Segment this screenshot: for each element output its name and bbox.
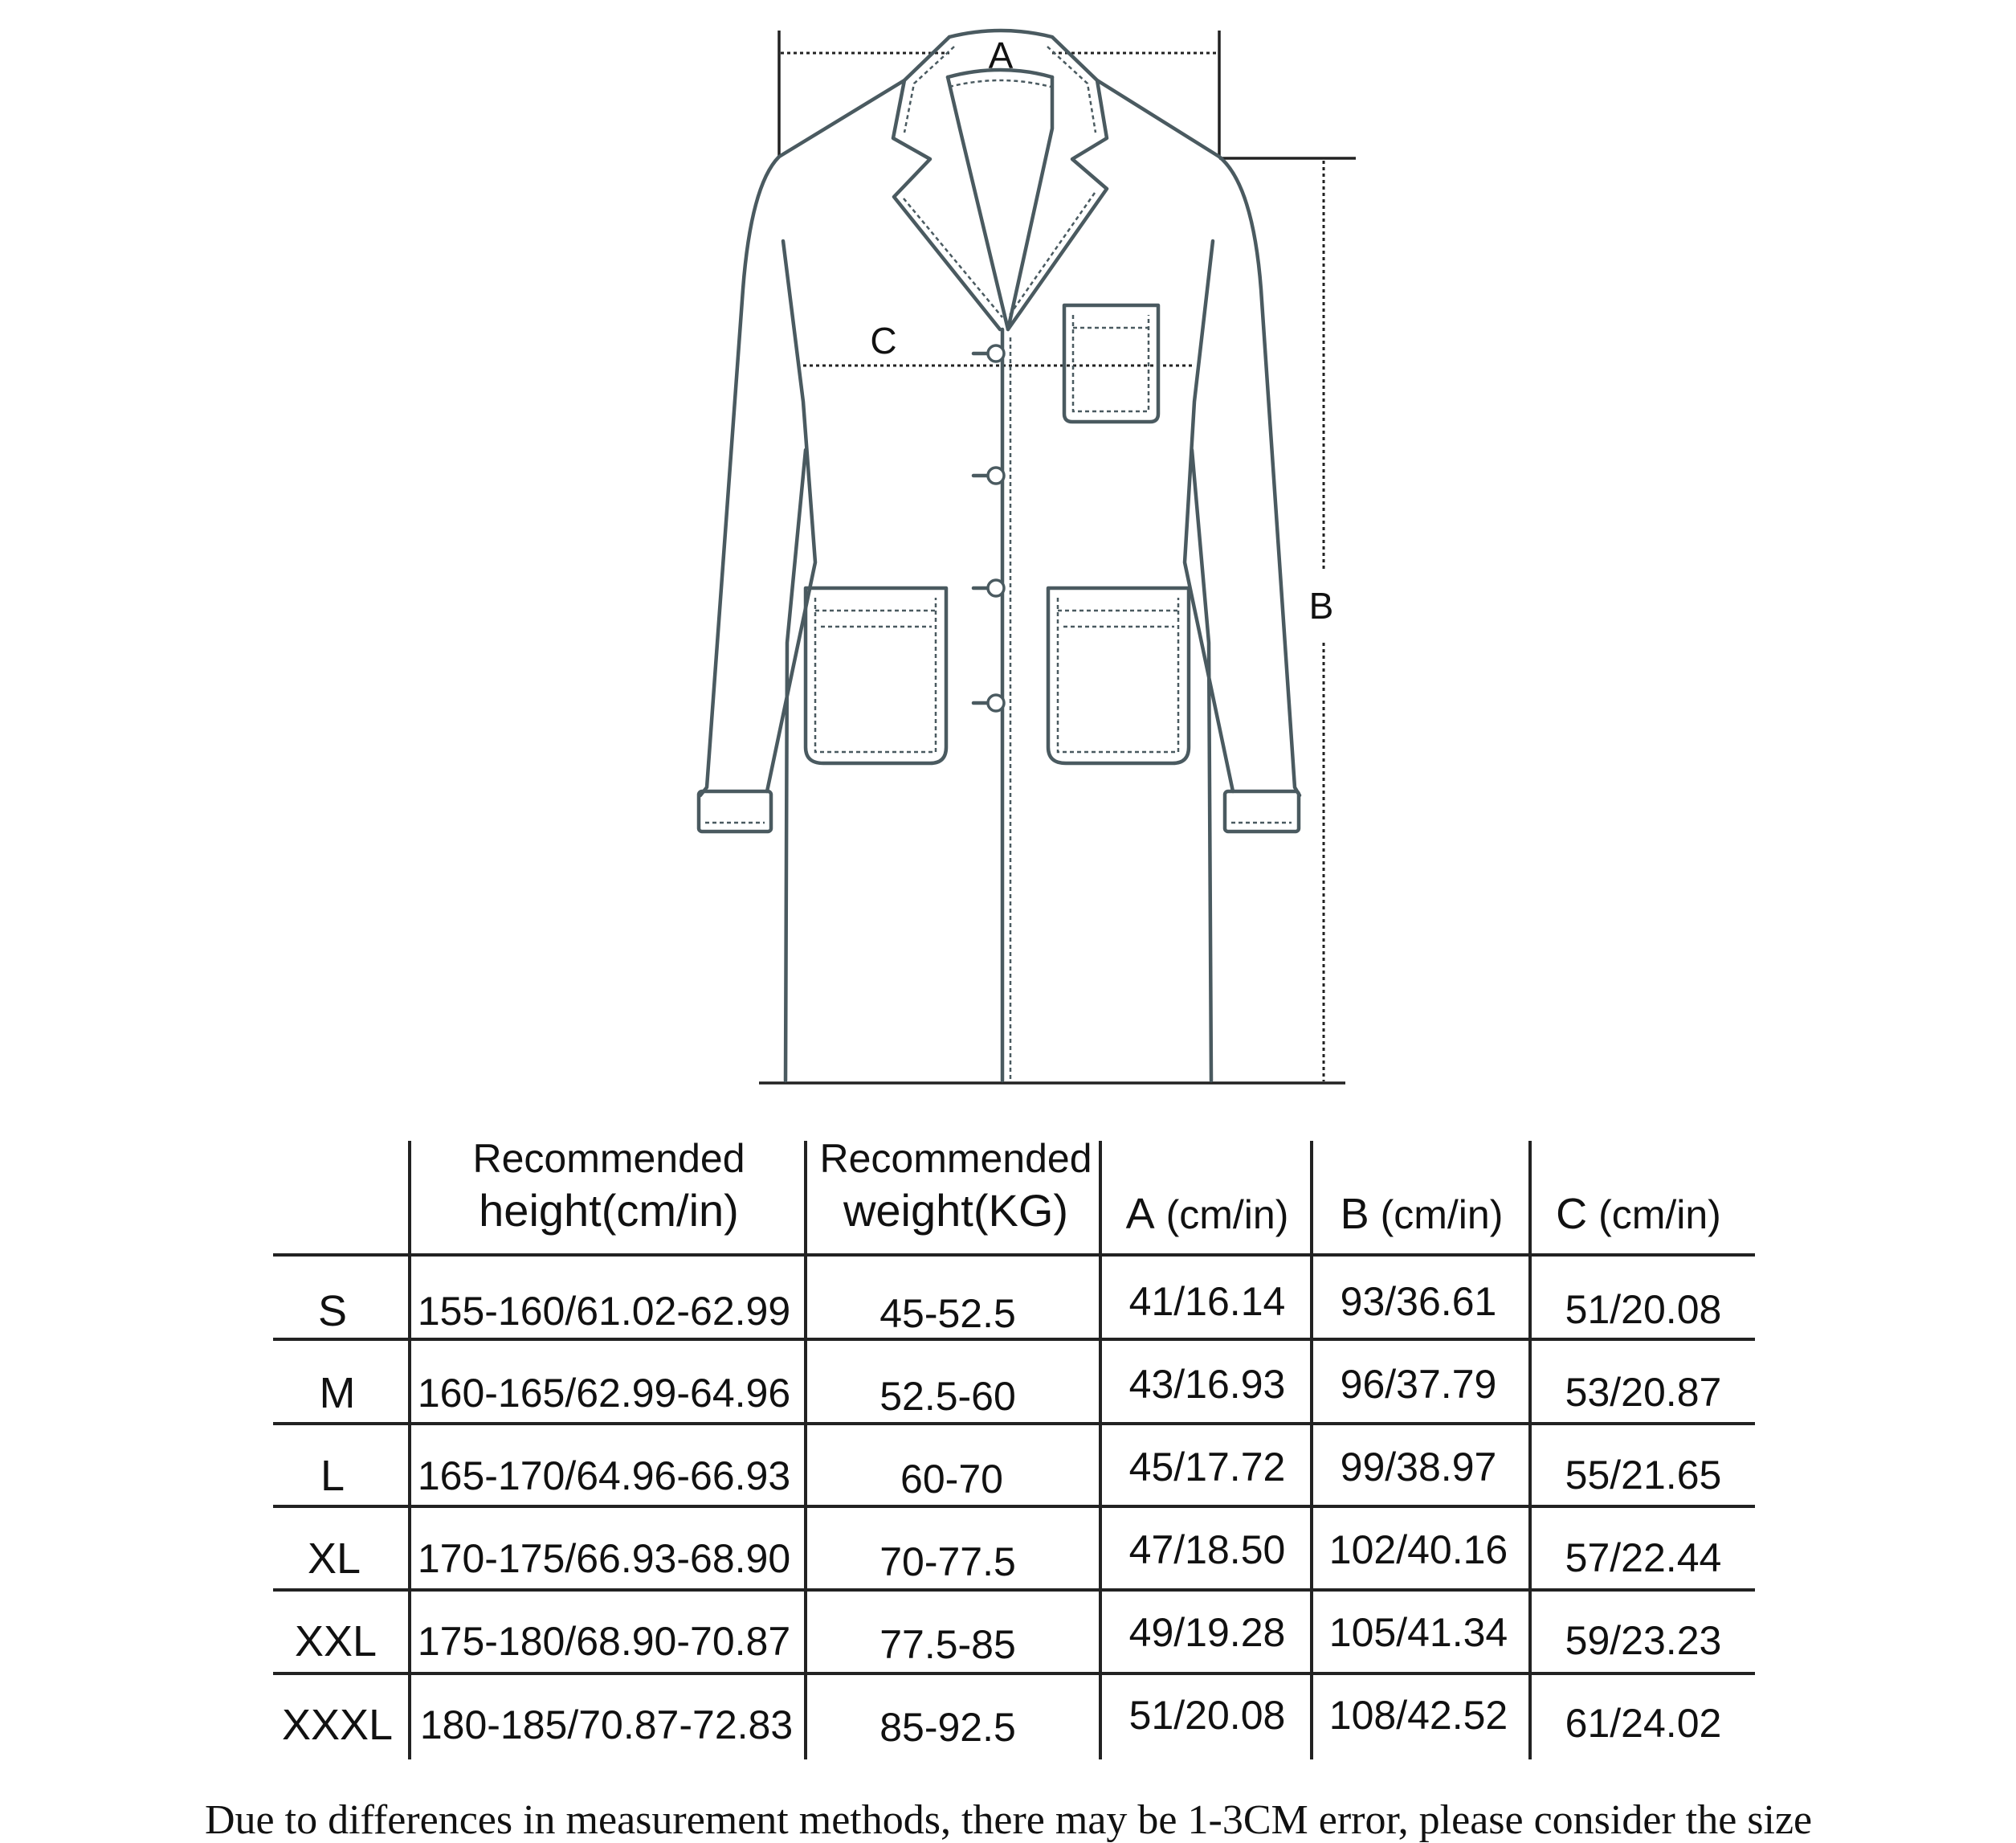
measure-b [1219,158,1356,1081]
header-c-unit: (cm/in) [1598,1192,1721,1237]
label-a: A [988,35,1014,76]
table-divider [408,1141,411,1759]
header-weight-line2: weight(KG) [843,1185,1069,1236]
table-divider [273,1505,1755,1508]
table-divider [273,1588,1755,1592]
size-label: XL [307,1534,361,1583]
label-b: B [1308,585,1334,627]
weight-cell: 60-70 [900,1457,1003,1502]
header-a-unit: (cm/in) [1165,1192,1289,1237]
header-height-line1: Recommended [472,1136,745,1181]
header-c [1556,1189,1721,1239]
size-label: M [319,1369,356,1417]
size-label: L [320,1452,345,1500]
header-height [472,1134,745,1238]
c-cell: 55/21.65 [1565,1453,1722,1498]
measure-a [779,31,1219,157]
b-cell: 102/40.16 [1328,1527,1508,1572]
label-c: C [870,320,897,362]
b-cell: 99/38.97 [1340,1445,1497,1490]
b-cell: 93/36.61 [1340,1279,1497,1324]
header-height-line2: height(cm/in) [479,1185,739,1236]
a-cell: 43/16.93 [1128,1362,1286,1407]
c-cell: 57/22.44 [1565,1535,1722,1580]
a-cell: 45/17.72 [1128,1445,1286,1490]
table-divider [273,1422,1755,1425]
coat-outline [699,31,1300,1081]
button-icon [973,695,1004,711]
a-cell: 41/16.14 [1128,1279,1286,1324]
weight-cell: 52.5-60 [879,1374,1016,1419]
size-label: S [317,1287,348,1335]
table-divider [273,1672,1755,1675]
a-cell: 51/20.08 [1128,1693,1286,1738]
button-icon [973,580,1004,596]
b-cell: 96/37.79 [1340,1362,1497,1407]
height-cell: 170-175/66.93-68.90 [417,1536,791,1581]
button-icon [973,345,1004,362]
table-divider [273,1253,1755,1257]
header-c-letter: C [1556,1190,1588,1238]
height-cell: 165-170/64.96-66.93 [417,1453,791,1498]
a-cell: 49/19.28 [1128,1610,1286,1655]
table-divider [273,1338,1755,1341]
table-divider [804,1141,807,1759]
weight-cell: 70-77.5 [879,1539,1016,1584]
height-cell: 155-160/61.02-62.99 [417,1289,791,1334]
button-icon [973,468,1004,484]
header-b-letter: B [1340,1190,1369,1238]
size-label: XXL [294,1617,377,1665]
c-cell: 51/20.08 [1565,1287,1722,1332]
header-a-letter: A [1125,1190,1155,1238]
header-a [1126,1189,1289,1239]
table-divider [1099,1141,1102,1759]
c-cell: 59/23.23 [1565,1618,1722,1663]
weight-cell: 85-92.5 [879,1705,1016,1750]
b-cell: 108/42.52 [1328,1693,1508,1738]
c-cell: 61/24.02 [1565,1701,1722,1746]
header-weight [819,1134,1092,1238]
weight-cell: 45-52.5 [879,1291,1016,1336]
height-cell: 180-185/70.87-72.83 [419,1702,794,1747]
weight-cell: 77.5-85 [879,1622,1016,1667]
header-b [1341,1189,1504,1239]
size-label: XXXL [281,1701,394,1749]
c-cell: 53/20.87 [1565,1370,1722,1415]
header-b-unit: (cm/in) [1380,1192,1504,1237]
measurement-footnote: Due to differences in measurement methods, there may be 1-3CM error, please consider the size [205,1797,1813,1843]
table-divider [1528,1141,1532,1759]
table-divider [1310,1141,1313,1759]
a-cell: 47/18.50 [1128,1527,1286,1572]
b-cell: 105/41.34 [1328,1610,1508,1655]
height-cell: 175-180/68.90-70.87 [417,1619,791,1664]
header-weight-line1: Recommended [819,1136,1092,1181]
height-cell: 160-165/62.99-64.96 [417,1371,791,1416]
